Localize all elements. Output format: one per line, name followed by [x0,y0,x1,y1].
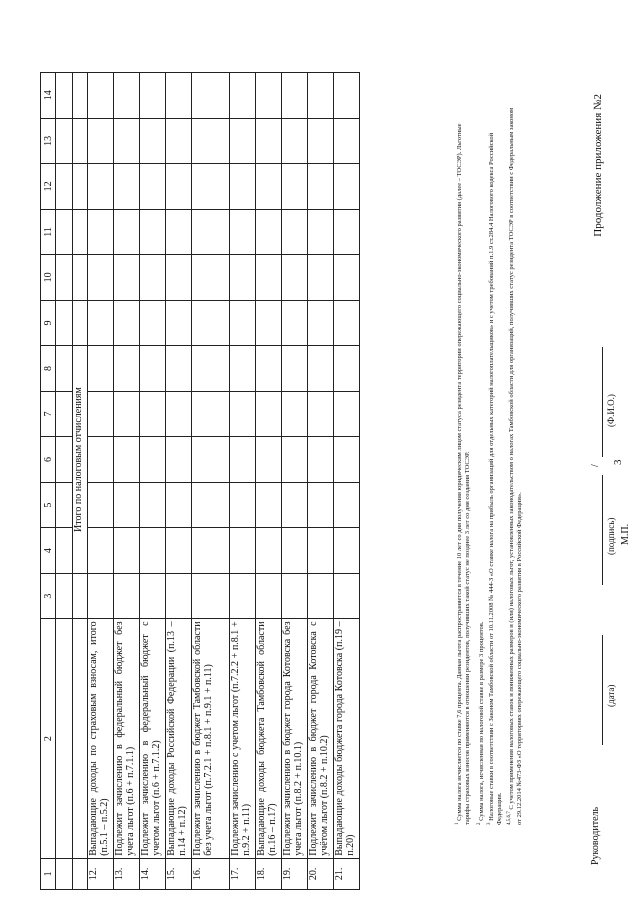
row-number: 12. [88,858,114,889]
table-row [308,73,334,890]
value-cell [140,118,166,164]
value-cell [282,300,308,346]
value-cell [166,164,192,210]
value-cell [192,300,230,346]
value-cell [140,73,166,119]
value-cell [308,573,334,619]
value-cell [334,437,360,483]
page-number: 3 [612,459,624,465]
value-cell [334,482,360,528]
row-name: Выпадающие доходы бюджета Тамбовской области (п.16 – п.17) [256,619,282,858]
table-row [282,73,308,890]
row-name: Выпадающие доходы Российской Федерации (п.13 – п.14 + п.12) [166,619,192,858]
sign-caption: (подпись) [606,517,616,555]
subheader-row [73,73,88,890]
value-cell [192,391,230,437]
value-cell [192,482,230,528]
value-cell [88,573,114,619]
row-name: Подлежит зачислению в федеральный бюджет с учетом льгот (п.6 + п.7.1.2) [140,619,166,858]
table-body [88,73,360,890]
value-cell [256,300,282,346]
value-cell [282,118,308,164]
value-cell [166,209,192,255]
value-cell [256,391,282,437]
value-cell [140,300,166,346]
column-number: 4 [41,528,56,574]
row-number: 15. [166,858,192,889]
value-cell [192,73,230,119]
value-cell [88,209,114,255]
value-cell [282,391,308,437]
value-cell [308,73,334,119]
value-cell [114,391,140,437]
column-number: 8 [41,346,56,392]
table-row [256,73,282,890]
column-number: 13 [41,118,56,164]
value-cell [166,118,192,164]
value-cell [114,209,140,255]
value-cell [230,209,256,255]
value-cell [88,346,114,392]
value-cell [308,300,334,346]
value-cell [88,528,114,574]
value-cell [166,437,192,483]
value-cell [282,528,308,574]
value-cell [140,573,166,619]
value-cell [192,528,230,574]
value-cell [256,482,282,528]
column-number: 10 [41,255,56,301]
value-cell [114,573,140,619]
value-cell [88,164,114,210]
footnote [454,105,471,825]
value-cell [256,255,282,301]
footnote-text: Сумма налога исчисляется по ставке 7,6 процента. Данная льгота распространяется в течение 10 лет со дня получения юридическим лицом статуса резидента территории опережающего социально-экономического развития (далее – ТОСЭР). Льготные тарифы страховых взносов применяются в отношении резидентов, получивших такой статус не позднее 3 лет со дня создания ТОСЭР. [456,123,471,825]
continuation-heading: Продолжение приложения №2 [592,94,604,237]
value-cell [256,437,282,483]
value-cell [140,255,166,301]
table-row [56,73,73,890]
value-cell [140,346,166,392]
row-number: 14. [140,858,166,889]
value-cell [166,482,192,528]
value-cell [230,346,256,392]
value-cell [192,573,230,619]
value-cell [282,209,308,255]
table-row [114,73,140,890]
value-cell [282,573,308,619]
value-cell [166,528,192,574]
row-number: 19. [282,858,308,889]
column-number: 14 [41,73,56,119]
value-cell [230,300,256,346]
value-cell [140,437,166,483]
value-cell [256,528,282,574]
row-number: 13. [114,858,140,889]
value-cell [256,346,282,392]
value-cell [114,437,140,483]
value-cell [256,209,282,255]
column-number: 1 [41,858,56,889]
value-cell [308,255,334,301]
footnote [476,105,486,825]
value-cell [334,255,360,301]
value-cell [308,164,334,210]
footnote-text: С учетом применения налоговых ставок и пониженных размеров и (или) налоговых льгот, установленных законодательством о налогах Тамбовской области для организаций, получивших статус резидента ТОСЭР в соответствии с Федеральным законом от 29.12.2014 №473-ФЗ «О территориях опережающего социально-экономического развития в Российской Федерации». [508,107,523,825]
value-cell [192,346,230,392]
column-number: 2 [41,619,56,858]
date-caption: (дата) [606,684,616,707]
value-cell [334,164,360,210]
value-cell [334,209,360,255]
value-cell [88,300,114,346]
column-number: 5 [41,482,56,528]
name-caption: (Ф.И.О.) [606,394,616,427]
value-cell [230,437,256,483]
value-cell [230,164,256,210]
column-number: 7 [41,391,56,437]
value-cell [256,73,282,119]
slash: / [590,464,601,467]
value-cell [308,528,334,574]
value-cell [192,437,230,483]
subheader-label: Итого по налоговым отчислениям [73,346,88,574]
row-number: 20. [308,858,334,889]
row-name: Подлежит зачислению в бюджет города Котовска без учета льгот (п.8.2 + п.10.1) [282,619,308,858]
footnote-text: Сумма налога, исчисленная по налоговой ставке в размере 3 процентов. [478,621,486,821]
value-cell [88,73,114,119]
value-cell [308,391,334,437]
row-number: 18. [256,858,282,889]
row-name: Выпадающие доходы по страховым взносам, итого (п.5.1 – п.5.2) [88,619,114,858]
value-cell [334,118,360,164]
value-cell [114,528,140,574]
value-cell [114,346,140,392]
value-cell [114,118,140,164]
value-cell [88,482,114,528]
value-cell [192,255,230,301]
value-cell [166,300,192,346]
value-cell [140,164,166,210]
value-cell [230,73,256,119]
value-cell [166,573,192,619]
column-number-row [41,73,56,890]
row-number: 21. [334,858,360,889]
value-cell [114,255,140,301]
value-cell [140,391,166,437]
value-cell [308,118,334,164]
value-cell [166,391,192,437]
column-number: 12 [41,164,56,210]
value-cell [114,482,140,528]
value-cell [334,391,360,437]
value-cell [256,118,282,164]
value-cell [192,164,230,210]
value-cell [230,118,256,164]
value-cell [166,346,192,392]
table-row [88,73,114,890]
value-cell [308,482,334,528]
value-cell [308,346,334,392]
value-cell [230,573,256,619]
value-cell [282,346,308,392]
value-cell [282,482,308,528]
value-cell [114,300,140,346]
value-cell [308,209,334,255]
value-cell [230,255,256,301]
value-cell [334,73,360,119]
footnote-mark: 4,5,6,7 [507,811,512,825]
column-number: 6 [41,437,56,483]
value-cell [192,209,230,255]
indicators-table [40,72,360,890]
value-cell [334,300,360,346]
value-cell [282,164,308,210]
value-cell [88,437,114,483]
value-cell [334,528,360,574]
value-cell [140,482,166,528]
footnote [506,105,523,825]
value-cell [334,346,360,392]
value-cell [88,118,114,164]
name-line [602,347,603,457]
value-cell [230,391,256,437]
value-cell [256,164,282,210]
row-name: Подлежит зачислению в федеральный бюджет без учета льгот (п.6 + п.7.1.1) [114,619,140,858]
footnote-text: Налоговые ставки в соответствии с Законом Тамбовской области от 10.11.2008 № 444-З «О ставке налога на прибыль организаций для отдельных категорий налогоплательщиков» и с учетом требований п.1.9 ст.284.4 Налогового кодекса Российской Федерации. [488,132,503,825]
value-cell [282,73,308,119]
value-cell [192,118,230,164]
signature-label: Руководитель [590,806,601,865]
stamp-label: М.П. [620,523,631,545]
footnote-mark: 1 [455,822,460,825]
value-cell [114,73,140,119]
table-row [192,73,230,890]
table-row [230,73,256,890]
value-cell [166,255,192,301]
value-cell [140,209,166,255]
value-cell [308,437,334,483]
row-name: Подлежит зачислению в бюджет Тамбовской области без учета льгот (п.7.2.1 + п.8.1 + п.9.1 + п.11) [192,619,230,858]
row-name: Подлежит зачислению с учетом льгот (п.7.2.2 + п.8.1 + п.9.2 + п.11) [230,619,256,858]
row-number: 16. [192,858,230,889]
value-cell [166,73,192,119]
value-cell [334,573,360,619]
value-cell [282,255,308,301]
table-row [140,73,166,890]
value-cell [88,391,114,437]
column-number: 11 [41,209,56,255]
column-number: 3 [41,573,56,619]
footnote-mark: 2 [477,822,482,825]
row-name: Подлежит зачислению в бюджет города Котовска с учётом льгот (п.8.2 + п.10.2) [308,619,334,858]
row-name: Выпадающие доходы бюджета города Котовска (п.19 – п.20) [334,619,360,858]
date-line [602,635,603,745]
table-row [166,73,192,890]
table-row [334,73,360,890]
value-cell [282,437,308,483]
value-cell [230,482,256,528]
sign-line [602,475,603,585]
footnote [486,105,503,825]
value-cell [140,528,166,574]
column-number: 9 [41,300,56,346]
row-number: 17. [230,858,256,889]
value-cell [88,255,114,301]
value-cell [256,573,282,619]
value-cell [230,528,256,574]
footnote-mark: 3 [487,822,492,825]
value-cell [114,164,140,210]
